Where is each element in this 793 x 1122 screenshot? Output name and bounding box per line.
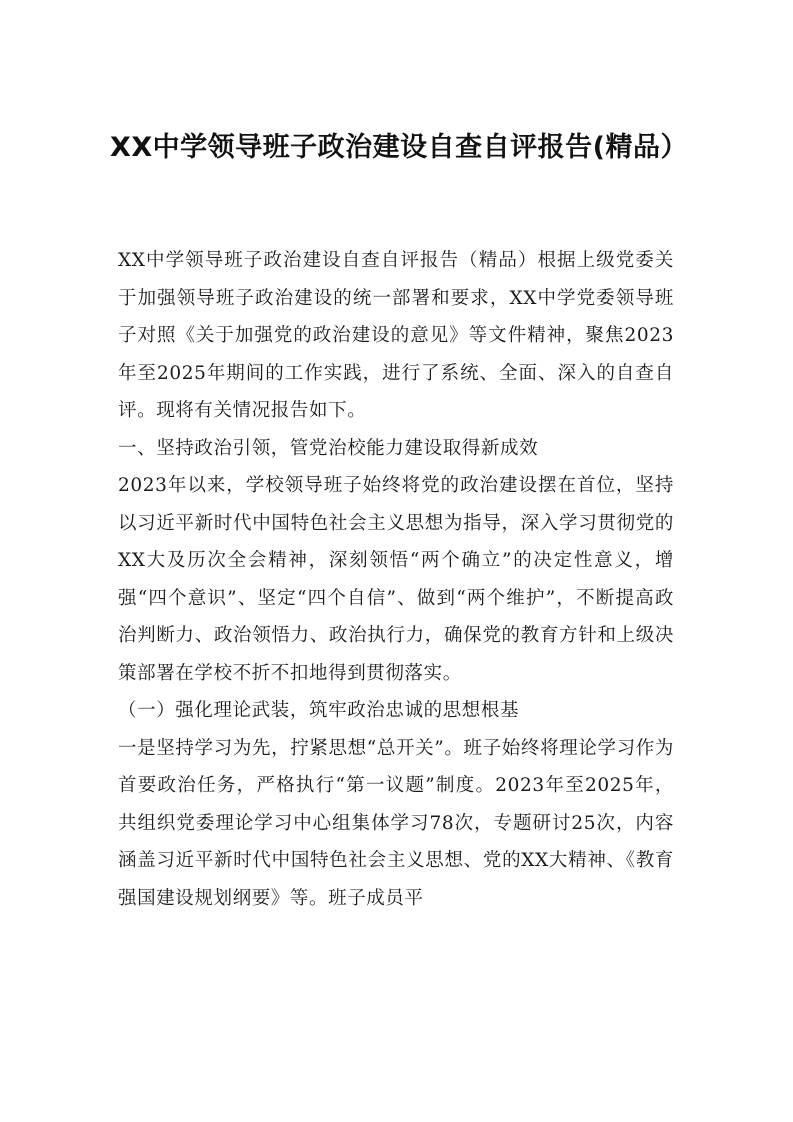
intro-paragraph: XX中学领导班子政治建设自查自评报告（精品）根据上级党委关于加强领导班子政治建设的统一部署和要求，XX中学党委领导班子对照《关于加强党的政治建设的意见》等文件精神，聚焦2023年至2025年期间的工作实践，进行了系统、全面、深入的自查自评。现将有关情况报告如下。 xyxy=(118,250,674,421)
subsection-heading: （一）强化理论武装，筑牢政治忠诚的思想根基 xyxy=(118,700,520,721)
subsection-paragraph: 一是坚持学习为先，拧紧思想“总开关”。班子始终将理论学习作为首要政治任务，严格执行“第一议题”制度。2023年至2025年，共组织党委理论学习中心组集体学习78次，专题研讨25次，内容涵盖习近平新时代中国特色社会主义思想、党的XX大精神、《教育强国建设规划纲要》等。班子成员平 xyxy=(118,737,674,909)
document-body xyxy=(118,242,674,917)
section-heading: 一、坚持政治引领，管党治校能力建设取得新成效 xyxy=(118,437,539,459)
section-paragraph: 2023年以来，学校领导班子始终将党的政治建设摆在首位，坚持以习近平新时代中国特色社会主义思想为指导，深入学习贯彻党的XX大及历次全会精神，深刻领悟“两个确立”的决定性意义，增强“四个意识”、坚定“四个自信”、做到“两个维护”，不断提高政治判断力、政治领悟力、政治执行力，确保党的教育方针和上级决策部署在学校不折不扣地得到贯彻落实。 xyxy=(118,475,674,684)
document-title: XX中学领导班子政治建设自查自评报告(精品） xyxy=(110,132,688,163)
